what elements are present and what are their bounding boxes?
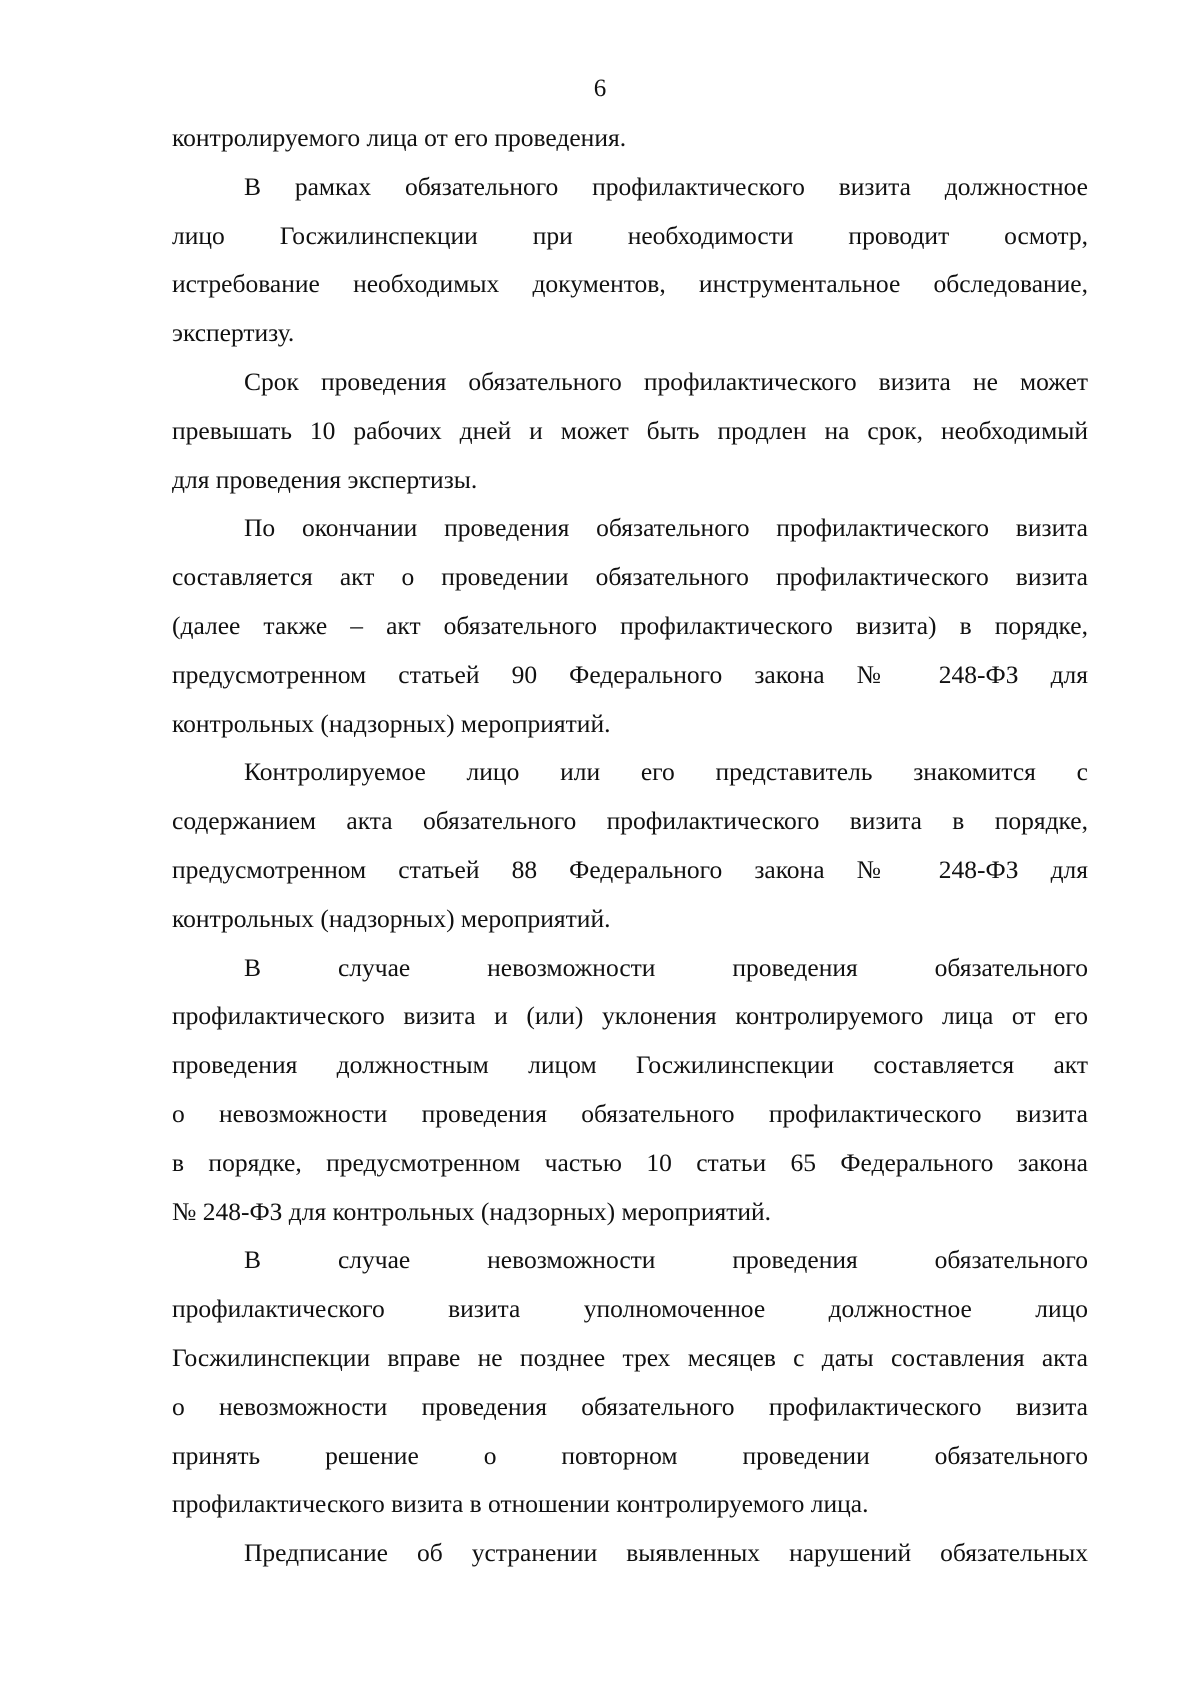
text-line: В рамках обязательного профилактического визита должностное (244, 171, 1088, 201)
paragraph (172, 944, 1088, 1237)
text-line: контрольных (надзорных) мероприятий. (172, 708, 611, 738)
text-line: В случае невозможности проведения обязательного (244, 1245, 1088, 1275)
text-line: Предписание об устранении выявленных нарушений обязательных (244, 1538, 1088, 1568)
text-line: профилактического визита уполномоченное должностное лицо (172, 1294, 1088, 1324)
text-line: контрольных (надзорных) мероприятий. (172, 903, 611, 933)
text-line: в порядке, предусмотренном частью 10 статьи 65 Федерального закона (172, 1147, 1088, 1177)
paragraph (172, 748, 1088, 943)
text-line: профилактического визита в отношении контролируемого лица. (172, 1489, 869, 1519)
text-line: предусмотренном статьей 88 Федерального закона № 248-ФЗ для (172, 854, 1088, 884)
text-line: экспертизу. (172, 318, 295, 348)
text-line: № 248-ФЗ для контрольных (надзорных) мероприятий. (172, 1196, 772, 1226)
text-line: (далее также – акт обязательного профилактического визита) в порядке, (172, 610, 1088, 640)
text-line: контролируемого лица от его проведения. (172, 123, 627, 152)
text-line: для проведения экспертизы. (172, 464, 478, 494)
text-line: лицо Госжилинспекции при необходимости проводит осмотр, (172, 220, 1088, 250)
paragraph (172, 114, 1088, 163)
text-line: составляется акт о проведении обязательного профилактического визита (172, 562, 1088, 592)
paragraph (172, 1236, 1088, 1529)
text-line: Контролируемое лицо или его представитель знакомится с (244, 757, 1088, 787)
document-body (172, 114, 1088, 1578)
text-line: о невозможности проведения обязательного профилактического визита (172, 1391, 1088, 1421)
paragraph (172, 358, 1088, 504)
text-line: предусмотренном статьей 90 Федерального закона № 248-ФЗ для (172, 659, 1088, 689)
paragraph (172, 504, 1088, 748)
paragraph (172, 163, 1088, 358)
text-line: содержанием акта обязательного профилактического визита в порядке, (172, 806, 1088, 836)
text-line: превышать 10 рабочих дней и может быть продлен на срок, необходимый (172, 415, 1088, 445)
text-line: профилактического визита и (или) уклонения контролируемого лица от его (172, 1001, 1088, 1031)
text-line: истребование необходимых документов, инструментальное обследование, (172, 269, 1088, 299)
text-line: о невозможности проведения обязательного профилактического визита (172, 1098, 1088, 1128)
text-line: Срок проведения обязательного профилактического визита не может (244, 366, 1088, 396)
text-line: проведения должностным лицом Госжилинспекции составляется акт (172, 1050, 1088, 1080)
page-number: 6 (593, 75, 607, 102)
text-line: По окончании проведения обязательного профилактического визита (244, 513, 1088, 543)
text-line: Госжилинспекции вправе не позднее трех месяцев с даты составления акта (172, 1342, 1088, 1372)
text-line: В случае невозможности проведения обязательного (244, 952, 1088, 982)
paragraph (172, 1529, 1088, 1578)
text-line: принять решение о повторном проведении обязательного (172, 1440, 1088, 1470)
